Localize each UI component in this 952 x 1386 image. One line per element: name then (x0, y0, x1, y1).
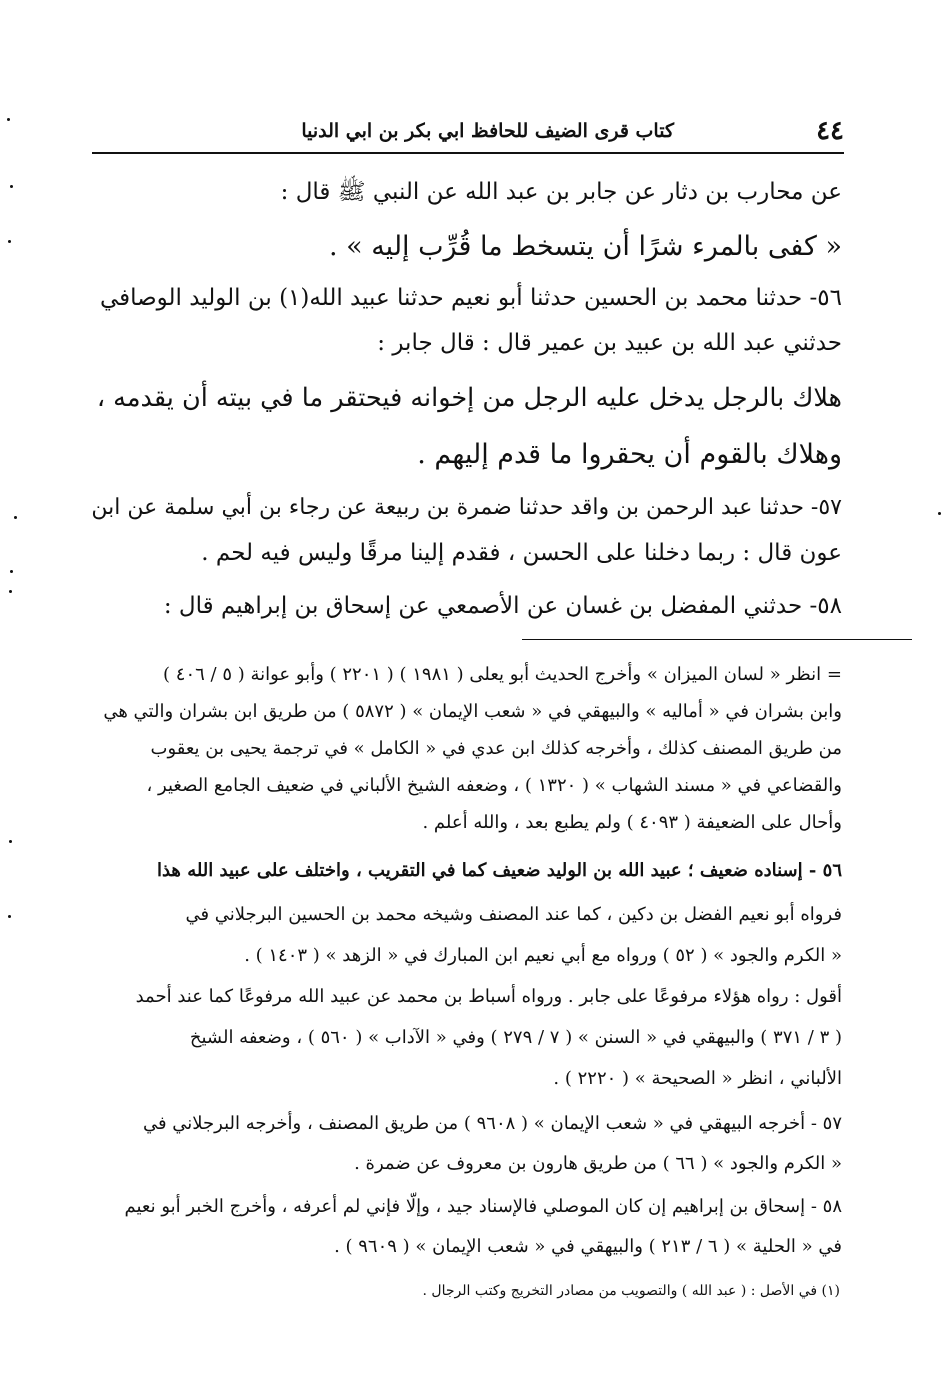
running-title: كتاب قرى الضيف للحافظ ابي بكر بن ابي الدنيا (301, 120, 674, 142)
note-57: ٥٧ - أخرجه البيهقي في « شعب الإيمان » ( ٩٦٠٨ ) من طريق المصنف ، وأخرجه البرجلاني في (142, 1113, 842, 1134)
scan-speck (9, 840, 12, 843)
note-line: « الكرم والجود » ( ٥٢ ) ورواه مع أبي نعيم ابن المبارك في « الزهد » ( ١٤٠٣ ) . (244, 945, 842, 966)
note-line: فرواه أبو نعيم الفضل بن دكين ، كما عند المصنف وشيخه محمد بن الحسين البرجلاني في (185, 904, 842, 925)
notes-separator (522, 639, 912, 640)
note-line: والقضاعي في « مسند الشهاب » ( ١٣٢٠ ) ، وضعفه الشيخ الألباني في ضعيف الجامع الصغير ، (146, 775, 842, 796)
footnote: (١) في الأصل : ( عبد الله ) والتصويب من مصادر التخريج وكتب الرجال . (422, 1283, 840, 1299)
scan-speck (8, 240, 11, 243)
text-line: هلاك بالرجل يدخل عليه الرجل من إخوانه فيحتقر ما في بيته أن يقدمه ، (96, 383, 842, 413)
note-line: وأحال على الضعيفة ( ٤٠٩٣ ) ولم يطبع بعد ، والله أعلم . (422, 812, 842, 833)
text-line: عون قال : ربما دخلنا على الحسن ، فقدم إلينا مرقًا وليس فيه لحم . (201, 540, 842, 566)
scan-speck (938, 512, 941, 515)
hadith-57-line: ٥٧- حدثنا عبد الرحمن بن واقد حدثنا ضمرة بن ربيعة عن رجاء بن أبي سلمة عن ابن (91, 495, 842, 520)
text-line: وهلاك بالقوم أن يحقروا ما قدم إليهم . (417, 439, 842, 470)
scan-speck (9, 590, 12, 593)
scan-speck (10, 570, 13, 573)
note-line: ( ٣ / ٣٧١ ) والبيهقي في « السنن » ( ٧ / ٢٧٩ ) وفي « الآداب » ( ٥٦٠ ) ، وضعفه الشيخ (189, 1027, 842, 1048)
note-line: « الكرم والجود » ( ٦٦ ) من طريق هارون بن معروف عن ضمرة . (354, 1153, 842, 1174)
scan-speck (8, 915, 11, 918)
text-line: عن محارب بن دثار عن جابر بن عبد الله عن النبي ﷺ قال : (280, 179, 842, 205)
scan-speck (10, 185, 13, 188)
text-line: « كفى بالمرء شرًا أن يتسخط ما قُرِّب إليه » . (328, 231, 842, 262)
note-line: أقول : رواه هؤلاء مرفوعًا على جابر . ورواه أسباط بن محمد عن عبيد الله مرفوعًا كما عند أحمد (135, 986, 842, 1007)
note-58: ٥٨ - إسحاق بن إبراهيم إن كان الموصلي فالإسناد جيد ، وإلّا فإني لم أعرفه ، وأخرج الخبر أبو نعيم (124, 1196, 842, 1217)
hadith-58-line: ٥٨- حدثني المفضل بن غسان عن الأصمعي عن إسحاق بن إبراهيم قال : (163, 593, 842, 619)
note-56: ٥٦ - إسناده ضعيف ؛ عبيد الله بن الوليد ضعيف كما في التقريب ، واختلف على عبيد الله هذا (156, 860, 842, 881)
note-line: في « الحلية » ( ٦ / ٢١٣ ) والبيهقي في « شعب الإيمان » ( ٩٦٠٩ ) . (334, 1236, 842, 1257)
note-line: الألباني ، انظر « الصحيحة » ( ٢٢٢٠ ) . (553, 1068, 842, 1089)
note-line: وابن بشران في « أماليه » والبيهقي في « شعب الإيمان » ( ٥٨٧٢ ) من طريق ابن بشران والتي هي (103, 701, 842, 722)
note-line: = انظر « لسان الميزان » وأخرج الحديث أبو يعلى ( ١٩٨١ ) ( ٢٢٠١ ) وأبو عوانة ( ٥ / ٤٠٦ ) (163, 664, 842, 685)
text-line: حدثني عبد الله بن عبيد بن عمير قال : قال جابر : (377, 330, 842, 356)
scan-speck (7, 118, 10, 121)
page-number: ٤٤ (816, 116, 844, 146)
page-header (92, 110, 844, 154)
note-line: من طريق المصنف كذلك ، وأخرجه كذلك ابن عدي في « الكامل » في ترجمة يحيى بن يعقوب (150, 738, 842, 759)
hadith-56-line: ٥٦- حدثنا محمد بن الحسين حدثنا أبو نعيم حدثنا عبيد الله(١) بن الوليد الوصافي (99, 285, 842, 311)
scan-speck (14, 516, 17, 519)
